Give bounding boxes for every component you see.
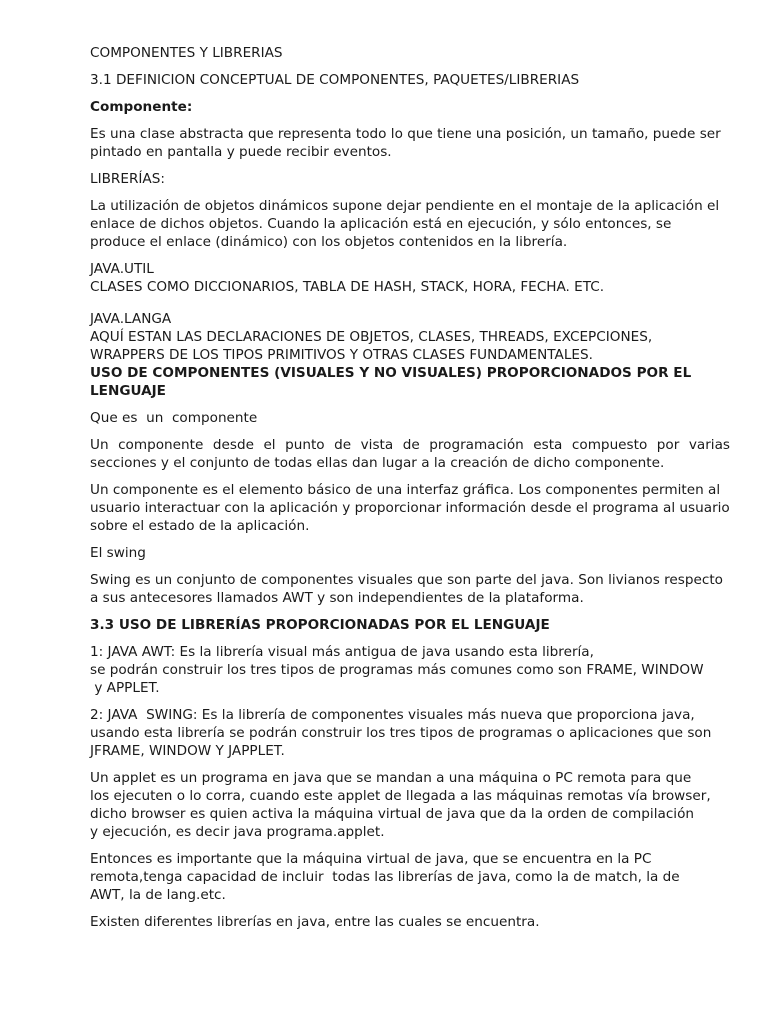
librerias-definition: La utilización de objetos dinámicos supone dejar pendiente en el montaje de la aplicación el enlace de dichos objetos. Cuando la aplicación está en ejecución, y sólo entonces, se produce el enlace (dinámico) con los objetos contenidos en la librería. xyxy=(90,198,720,250)
que-es-componente: Que es un componente xyxy=(90,410,258,426)
el-swing-heading: El swing xyxy=(90,545,146,561)
librerias-heading: LIBRERÍAS: xyxy=(90,171,165,187)
swing-definition: Swing es un conjunto de componentes visuales que son parte del java. Son livianos respecto a sus antecesores llamados AWT y son independientes de la plataforma. xyxy=(90,572,723,606)
blank-line xyxy=(90,296,730,310)
entonces-line-2: remota,tenga capacidad de incluir todas las librerías de java, como la de match, la de xyxy=(90,869,680,885)
java-util-description: CLASES COMO DICCIONARIOS, TABLA DE HASH, STACK, HORA, FECHA. ETC. xyxy=(90,279,605,295)
java-util-label: JAVA.UTIL xyxy=(90,261,154,277)
applet-line-3: dicho browser es quien activa la máquina virtual de java que da la orden de compilación xyxy=(90,806,694,822)
java-swing-line-1: 2: JAVA SWING: Es la librería de componentes visuales más nueva que proporciona java, xyxy=(90,707,695,723)
java-swing-line-3: JFRAME, WINDOW Y JAPPLET. xyxy=(90,743,285,759)
applet-line-2: los ejecuten o lo corra, cuando este applet de llegada a las máquinas remotas vía browser, xyxy=(90,788,711,804)
java-awt-paragraph xyxy=(90,643,730,697)
java-langa-block xyxy=(90,310,730,364)
document-title: COMPONENTES Y LIBRERIAS xyxy=(90,45,283,61)
applet-line-1: Un applet es un programa en java que se mandan a una máquina o PC remota para que xyxy=(90,770,692,786)
uso-componentes-heading: USO DE COMPONENTES (VISUALES Y NO VISUALES) PROPORCIONADOS POR EL LENGUAJE xyxy=(90,365,692,399)
java-langa-line-1: AQUÍ ESTAN LAS DECLARACIONES DE OBJETOS, CLASES, THREADS, EXCEPCIONES, xyxy=(90,329,653,345)
java-awt-line-1: 1: JAVA AWT: Es la librería visual más antigua de java usando esta librería, xyxy=(90,644,594,660)
java-langa-label: JAVA.LANGA xyxy=(90,311,172,327)
applet-line-4: y ejecución, es decir java programa.applet. xyxy=(90,824,385,840)
applet-paragraph xyxy=(90,769,730,841)
entonces-line-1: Entonces es importante que la máquina virtual de java, que se encuentra en la PC xyxy=(90,851,652,867)
java-util-block xyxy=(90,260,730,296)
java-awt-line-2: se podrán construir los tres tipos de programas más comunes como son FRAME, WINDOW xyxy=(90,662,704,678)
section-3-1-heading: 3.1 DEFINICION CONCEPTUAL DE COMPONENTES, PAQUETES/LIBRERIAS xyxy=(90,72,580,88)
entonces-paragraph xyxy=(90,850,730,904)
componente-elemento-paragraph: Un componente es el elemento básico de una interfaz gráfica. Los componentes permiten al usuario interactuar con la aplicación y proporcionar información desde el programa al usuario sobre el estado de la aplicación. xyxy=(90,482,730,534)
section-3-3-heading: 3.3 USO DE LIBRERÍAS PROPORCIONADAS POR EL LENGUAJE xyxy=(90,617,550,633)
java-langa-line-2: WRAPPERS DE LOS TIPOS PRIMITIVOS Y OTRAS CLASES FUNDAMENTALES. xyxy=(90,347,593,363)
entonces-line-3: AWT, la de lang.etc. xyxy=(90,887,226,903)
document-body xyxy=(90,44,730,940)
componente-definition: Es una clase abstracta que representa todo lo que tiene una posición, un tamaño, puede ser pintado en pantalla y puede recibir eventos. xyxy=(90,126,721,160)
componente-heading: Componente: xyxy=(90,99,193,115)
componente-secciones-paragraph: Un componente desde el punto de vista de programación esta compuesto por varias secciones y el conjunto de todas ellas dan lugar a la creación de dicho componente. xyxy=(90,437,730,471)
existen-paragraph: Existen diferentes librerías en java, entre las cuales se encuentra. xyxy=(90,914,540,930)
java-swing-line-2: usando esta librería se podrán construir los tres tipos de programas o aplicaciones que son xyxy=(90,725,712,741)
java-swing-paragraph xyxy=(90,706,730,760)
java-awt-line-3: y APPLET. xyxy=(90,680,160,696)
